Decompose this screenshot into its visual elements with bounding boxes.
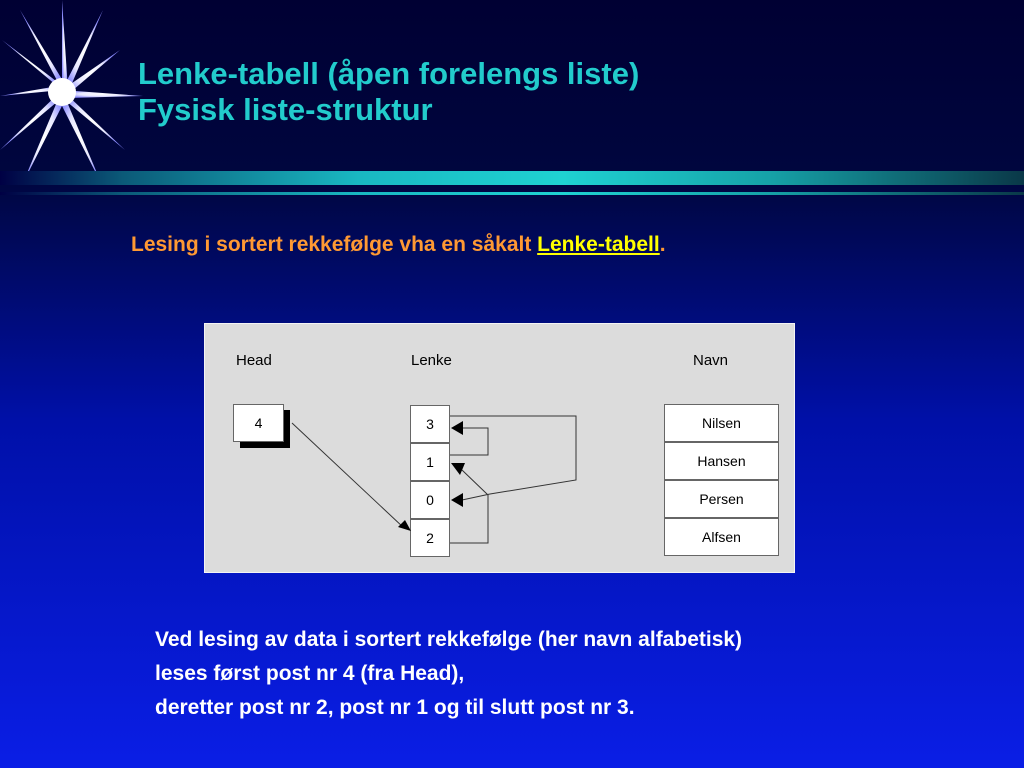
navn-cell: Persen	[664, 480, 779, 518]
title-line-2: Fysisk liste-struktur	[138, 92, 433, 127]
intro-prefix: Lesing i sortert rekkefølge vha en såkalt	[131, 233, 538, 256]
lenke-cell: 0	[410, 481, 450, 519]
star-burst-icon	[0, 0, 150, 190]
explanation-line-1: Ved lesing av data i sortert rekkefølge (her navn alfabetisk)	[155, 628, 743, 651]
title-line-1: Lenke-tabell (åpen forelengs liste)	[138, 56, 640, 91]
navn-cell: Nilsen	[664, 404, 779, 442]
intro-period: .	[659, 233, 666, 256]
explanation-line-3: deretter post nr 2, post nr 1 og til slutt post nr 3.	[155, 696, 635, 719]
title-rule-thin	[0, 192, 1024, 195]
navn-cell: Hansen	[664, 442, 779, 480]
title-rule	[0, 171, 1024, 185]
navn-header: Navn	[693, 352, 729, 369]
lenke-cell: 3	[410, 405, 450, 443]
lenke-header: Lenke	[411, 352, 452, 369]
slide-title	[138, 56, 639, 128]
head-cell: 4	[233, 404, 284, 442]
lenke-tabell-link[interactable]: Lenke-tabell	[537, 233, 660, 256]
navn-cell: Alfsen	[664, 518, 779, 556]
explanation-line-2: leses først post nr 4 (fra Head),	[155, 662, 465, 685]
explanation-text	[155, 623, 742, 725]
lenke-cell: 2	[410, 519, 450, 557]
lenke-cell: 1	[410, 443, 450, 481]
intro-text	[131, 233, 666, 257]
head-header: Head	[236, 352, 272, 369]
